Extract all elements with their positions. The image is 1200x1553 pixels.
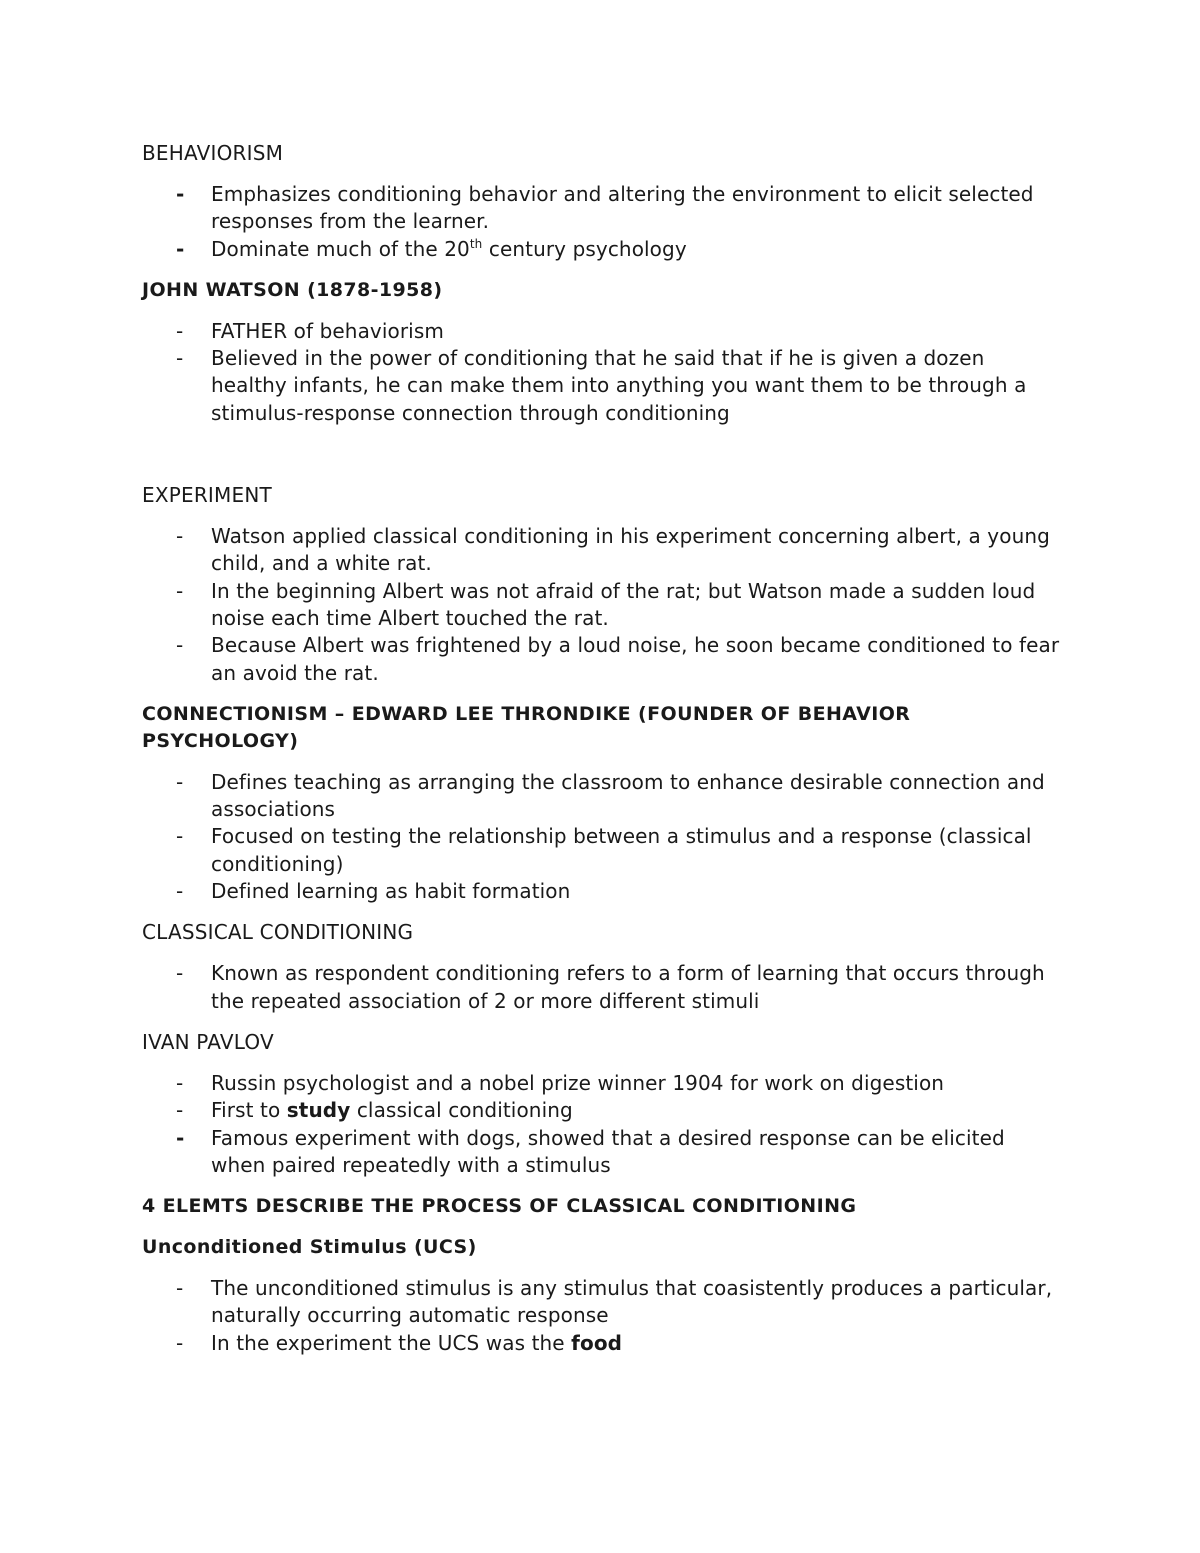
item-text: Watson applied classical conditioning in his experiment concerning albert, a young child, and a white rat.	[211, 524, 1050, 576]
list-item	[142, 1125, 1062, 1180]
item-text: Because Albert was frightened by a loud noise, he soon became conditioned to fear an avoid the rat.	[211, 633, 1060, 685]
bullet-dash: -	[176, 1098, 184, 1123]
bullet-dash: -	[176, 1125, 185, 1150]
item-text: Focused on testing the relationship between a stimulus and a response (classical conditioning)	[211, 824, 1032, 876]
item-text: The unconditioned stimulus is any stimulus that coasistently produces a particular, naturally occurring automatic response	[211, 1276, 1053, 1328]
item-text: Defines teaching as arranging the classroom to enhance desirable connection and associations	[211, 769, 1045, 822]
heading-connectionism: CONNECTIONISM – EDWARD LEE THRONDIKE (FOUNDER OF BEHAVIOR PSYCHOLOGY)	[142, 702, 911, 752]
bullet-dash: -	[176, 1330, 184, 1355]
bullet-dash: -	[176, 182, 185, 206]
list-ucs	[142, 1275, 1062, 1357]
list-pavlov	[142, 1070, 1062, 1179]
list-item	[142, 878, 1062, 905]
item-text-bold: food	[571, 1330, 623, 1355]
list-item	[142, 1330, 1062, 1357]
bullet-dash: -	[176, 524, 184, 549]
item-text: Russin psychologist and a nobel prize winner 1904 for work on digestion	[211, 1070, 945, 1095]
list-classical-conditioning	[142, 960, 1062, 1015]
heading-experiment: EXPERIMENT	[142, 483, 272, 508]
item-text: First to	[211, 1098, 281, 1123]
item-text: In the beginning Albert was not afraid of the rat; but Watson made a sudden loud noise each time Albert touched the rat.	[211, 578, 1036, 630]
item-text: Believed in the power of conditioning that he said that if he is given a dozen healthy infants, he can make them into anything you want them to be through a stimulus-response connection through conditioning	[211, 346, 1027, 425]
list-item	[142, 823, 1062, 878]
list-item	[142, 345, 1062, 427]
list-item	[142, 632, 1062, 687]
ordinal-suffix: th	[469, 236, 483, 251]
bullet-dash: -	[176, 1276, 184, 1301]
heading-ucs: Unconditioned Stimulus (UCS)	[142, 1236, 477, 1259]
bullet-dash: -	[176, 346, 184, 371]
list-watson	[142, 318, 1062, 427]
item-text: Known as respondent conditioning refers to a form of learning that occurs through the repeated association of 2 or more different stimuli	[211, 961, 1045, 1013]
list-item	[142, 960, 1062, 1015]
bullet-dash: -	[176, 1070, 184, 1095]
list-item	[142, 523, 1062, 578]
heading-watson: JOHN WATSON (1878-1958)	[142, 278, 443, 301]
bullet-dash: -	[176, 318, 184, 343]
list-connectionism	[142, 769, 1062, 905]
item-text: Defined learning as habit formation	[211, 879, 571, 904]
list-item	[142, 318, 1062, 345]
list-behaviorism	[142, 181, 1062, 263]
list-item	[142, 1070, 1062, 1097]
list-experiment	[142, 523, 1062, 687]
item-text-bold: study	[286, 1098, 351, 1123]
bullet-dash: -	[176, 961, 184, 986]
bullet-dash: -	[176, 578, 184, 603]
document-page	[142, 140, 1062, 1357]
item-text: Famous experiment with dogs, showed that a desired response can be elicited when paired repeatedly with a stimulus	[211, 1125, 1005, 1177]
bullet-dash: -	[176, 879, 184, 904]
heading-behaviorism: BEHAVIORISM	[142, 141, 284, 165]
list-item	[142, 769, 1062, 824]
item-text: of behaviorism	[293, 318, 444, 343]
list-item	[142, 181, 1062, 236]
bullet-dash: -	[176, 824, 184, 849]
list-item	[142, 1275, 1062, 1330]
bullet-dash: -	[176, 633, 184, 658]
bullet-dash: -	[176, 236, 185, 261]
list-item	[142, 578, 1062, 633]
bullet-dash: -	[176, 769, 184, 794]
heading-four-elements: 4 ELEMTS DESCRIBE THE PROCESS OF CLASSICAL CONDITIONING	[142, 1195, 857, 1218]
heading-classical-conditioning: CLASSICAL CONDITIONING	[142, 920, 414, 945]
list-item	[142, 236, 1062, 263]
item-text: In the experiment the UCS was the	[211, 1330, 565, 1355]
heading-pavlov: IVAN PAVLOV	[142, 1029, 274, 1054]
item-text: classical conditioning	[356, 1098, 573, 1123]
list-item	[142, 1097, 1062, 1124]
item-text: Dominate much of the 20	[211, 236, 470, 261]
item-text: Emphasizes conditioning behavior and altering the environment to elicit selected responses from the learner.	[211, 182, 1034, 234]
item-text: FATHER	[211, 318, 288, 343]
item-text: century psychology	[488, 236, 687, 261]
